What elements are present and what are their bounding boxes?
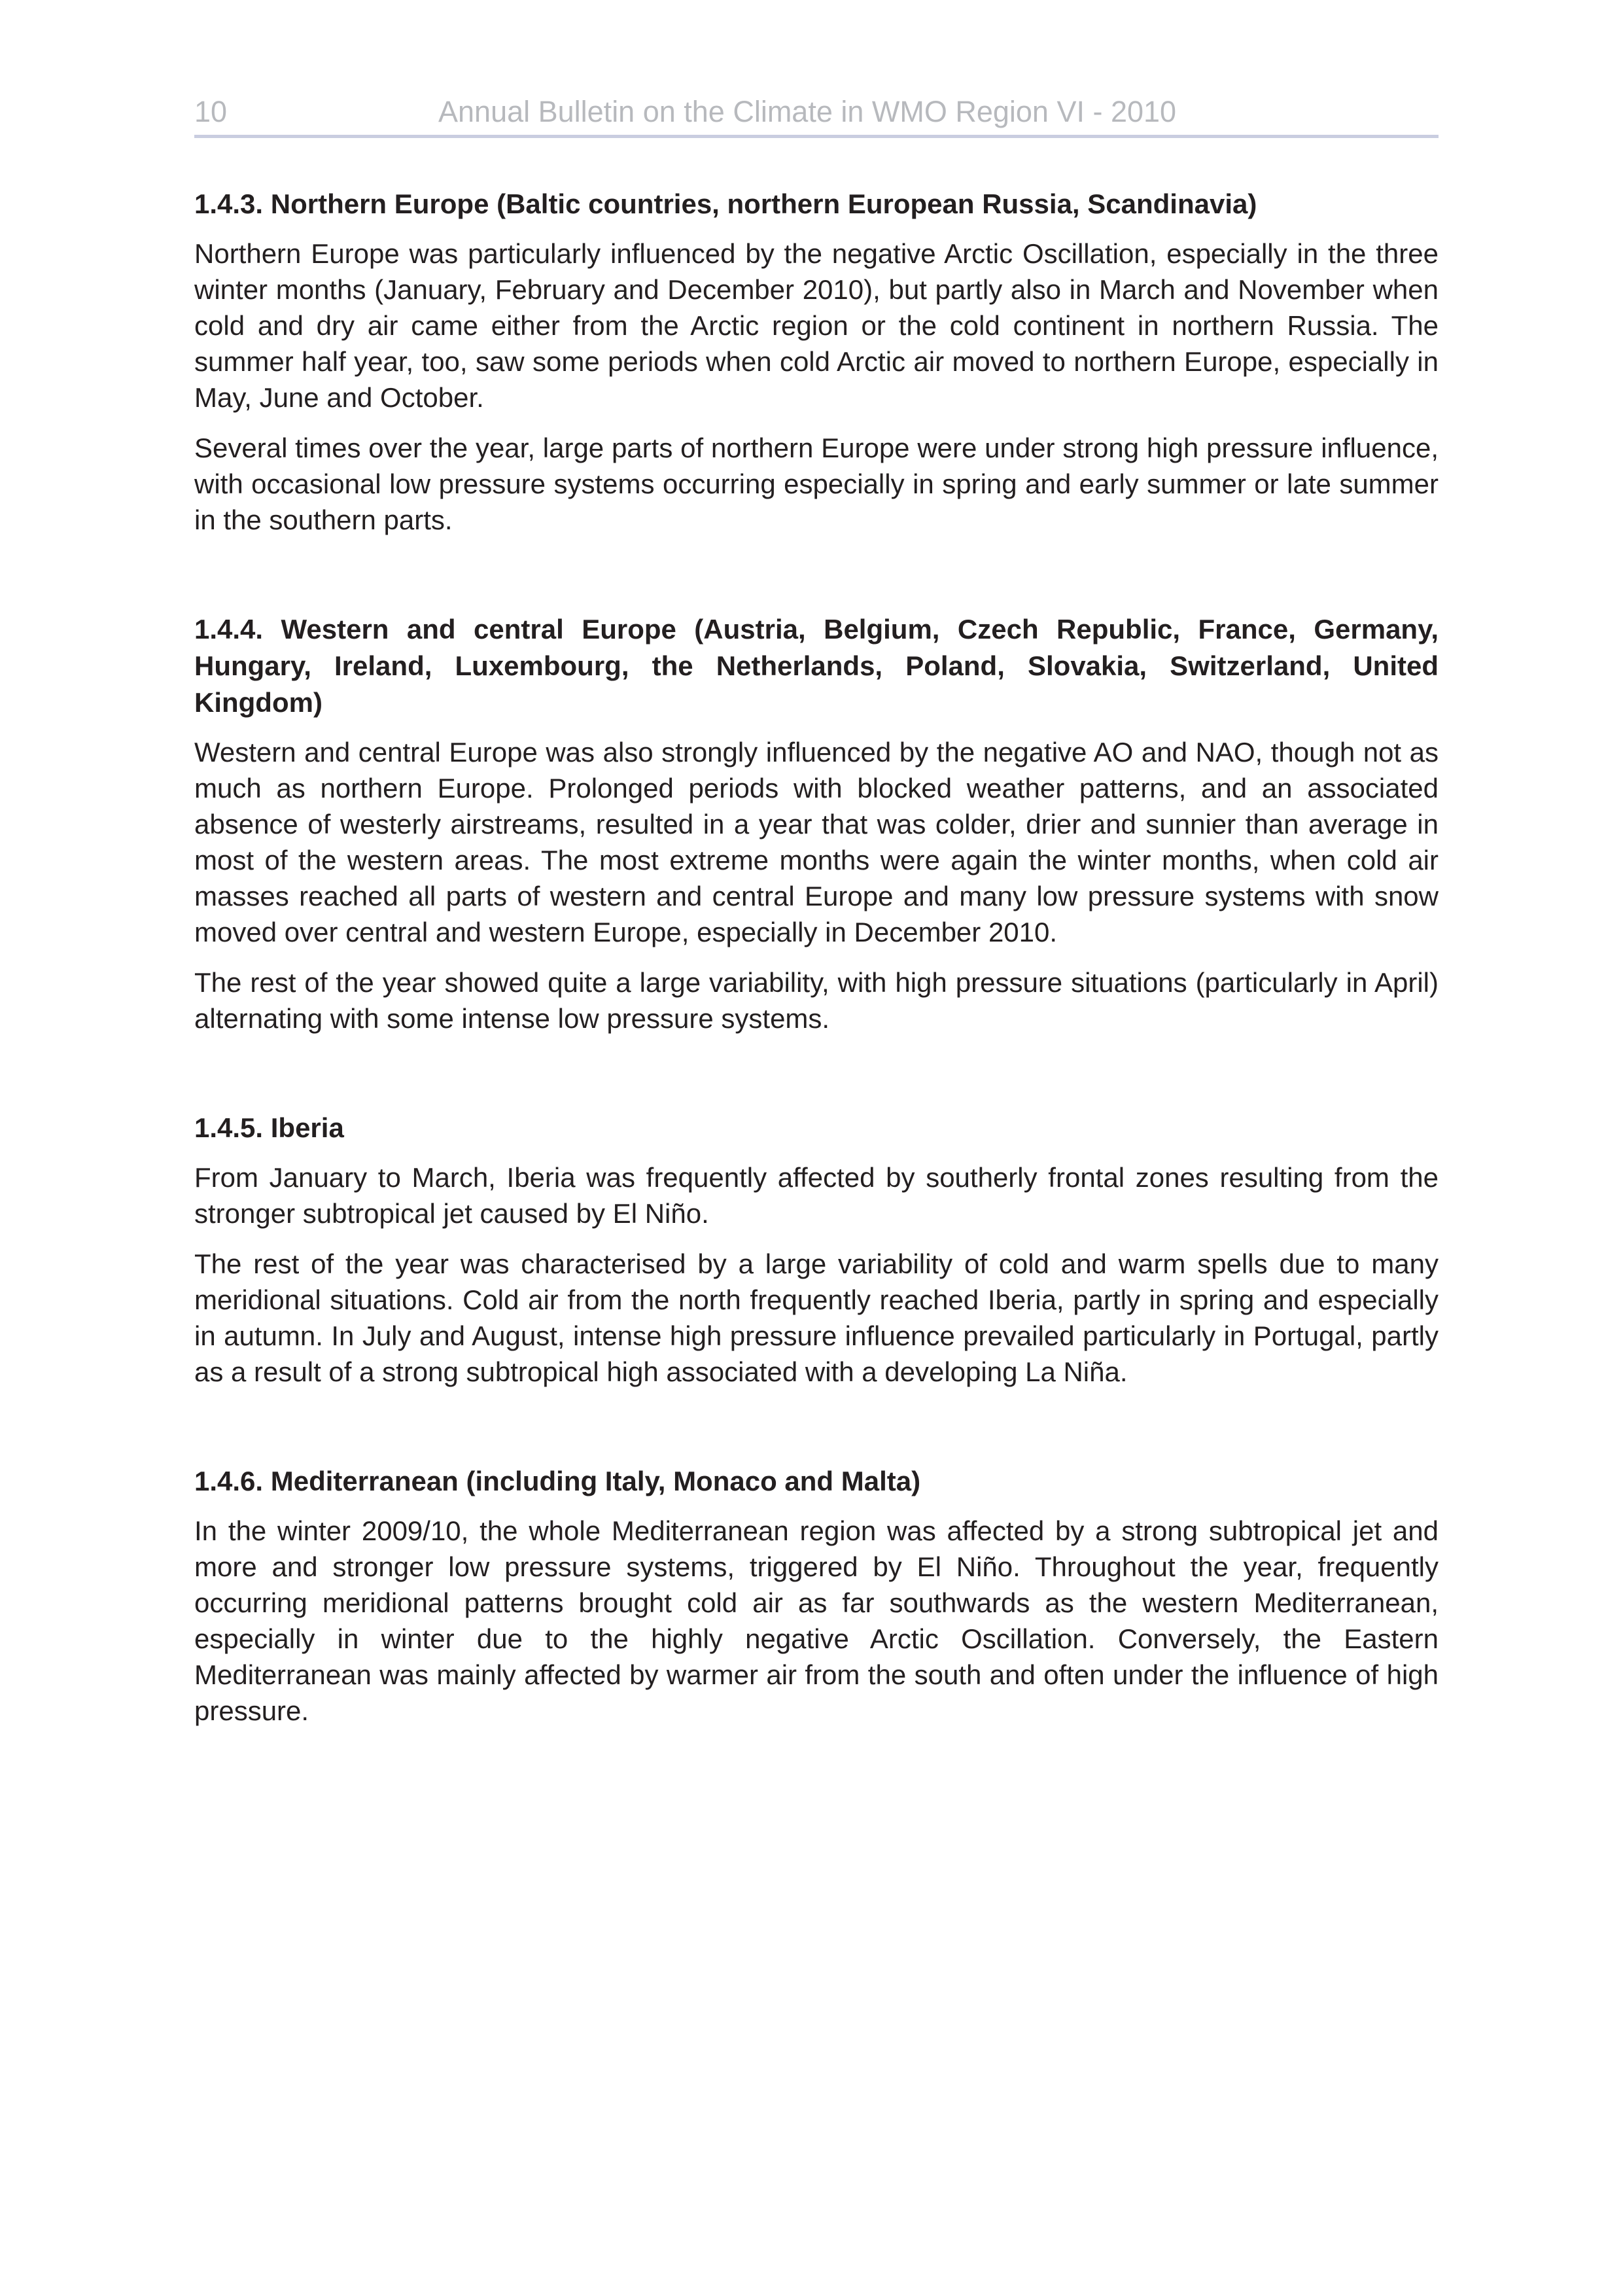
paragraph: From January to March, Iberia was frequently affected by southerly frontal zones resulting from the stronger subtropical jet caused by El Niño.	[194, 1162, 1439, 1229]
section-heading: 1.4.4. Western and central Europe (Austria, Belgium, Czech Republic, France, Germany, Hungary, Ireland, Luxembourg, the Netherlands, Poland, Slovakia, Switzerland, United Kingdom)	[194, 614, 1439, 718]
section-heading: 1.4.5. Iberia	[194, 1112, 344, 1143]
paragraph: The rest of the year showed quite a large variability, with high pressure situations (particularly in April) alternating with some intense low pressure systems.	[194, 967, 1439, 1034]
paragraph: Northern Europe was particularly influenced by the negative Arctic Oscillation, especially in the three winter months (January, February and December 2010), but partly also in March and November when cold and dry air came either from the Arctic region or the cold continent in northern Russia. The summer half year, too, saw some periods when cold Arctic air moved to northern Europe, especially in May, June and October.	[194, 238, 1439, 413]
section-heading: 1.4.6. Mediterranean (including Italy, Monaco and Malta)	[194, 1466, 921, 1496]
running-header	[194, 92, 1439, 138]
header-title: Annual Bulletin on the Climate in WMO Region VI - 2010	[438, 95, 1177, 128]
section-iberia	[194, 1110, 1439, 1390]
section-mediterranean	[194, 1463, 1439, 1729]
paragraph: Western and central Europe was also strongly influenced by the negative AO and NAO, though not as much as northern Europe. Prolonged periods with blocked weather patterns, and an associated absence of westerly airstreams, resulted in a year that was colder, drier and sunnier than average in most of the western areas. The most extreme months were again the winter months, when cold air masses reached all parts of western and central Europe and many low pressure systems with snow moved over central and western Europe, especially in December 2010.	[194, 737, 1439, 947]
paragraph: The rest of the year was characterised by a large variability of cold and warm spells due to many meridional situations. Cold air from the north frequently reached Iberia, partly in spring and especially in autumn. In July and August, intense high pressure influence prevailed particularly in Portugal, partly as a result of a strong subtropical high associated with a developing La Niña.	[194, 1248, 1439, 1387]
section-heading: 1.4.3. Northern Europe (Baltic countries, northern European Russia, Scandinavia)	[194, 188, 1257, 219]
page-number: 10	[194, 95, 228, 128]
section-western-central-europe	[194, 611, 1439, 1036]
document-body	[194, 186, 1439, 1729]
paragraph: In the winter 2009/10, the whole Mediterranean region was affected by a strong subtropical jet and more and stronger low pressure systems, triggered by El Niño. Throughout the year, frequently occurring meridional patterns brought cold air as far southwards as the western Mediterranean, especially in winter due to the highly negative Arctic Oscillation. Conversely, the Eastern Mediterranean was mainly affected by warmer air from the south and often under the influence of high pressure.	[194, 1515, 1439, 1726]
section-northern-europe	[194, 186, 1439, 538]
paragraph: Several times over the year, large parts of northern Europe were under strong high pressure influence, with occasional low pressure systems occurring especially in spring and early summer or late summer in the southern parts.	[194, 433, 1439, 535]
